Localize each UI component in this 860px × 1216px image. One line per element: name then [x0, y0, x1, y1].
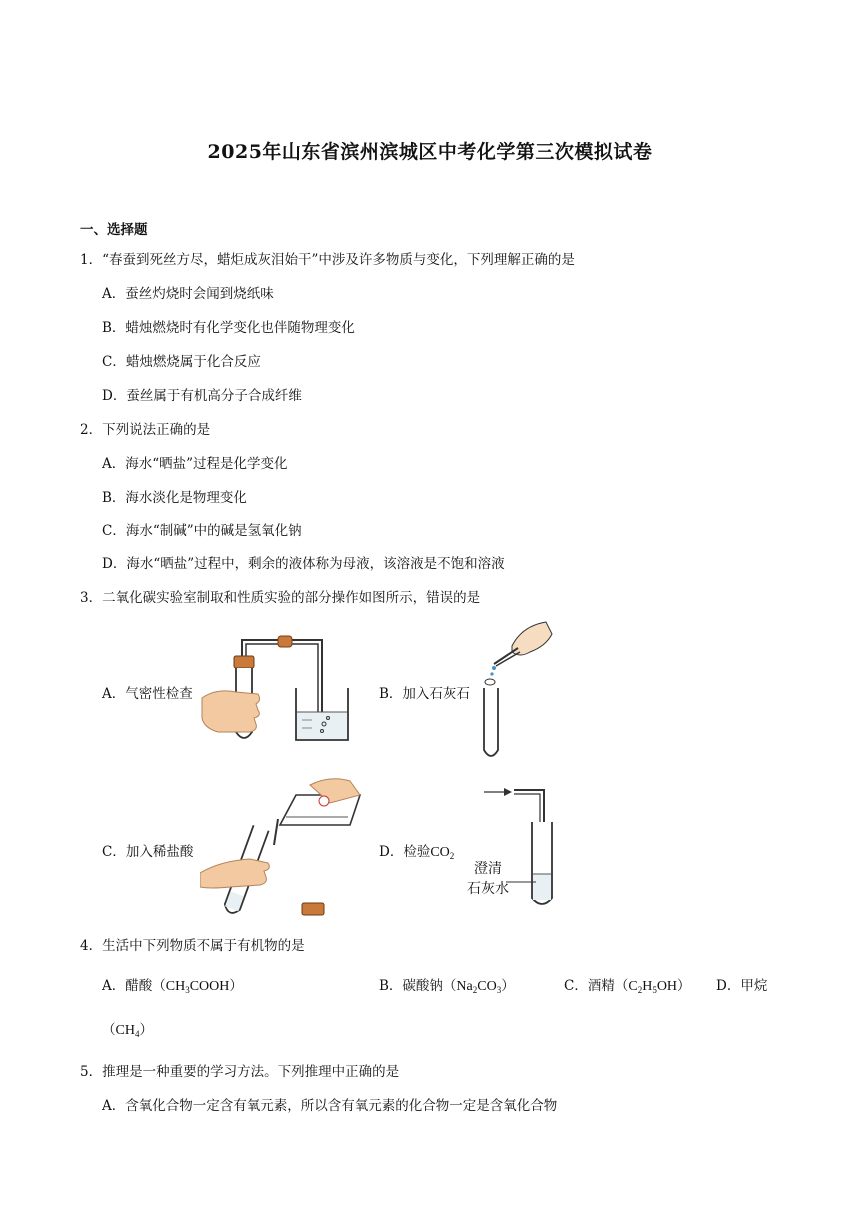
- question-5-stem: 5．推理是一种重要的学习方法。下列推理中正确的是: [80, 1064, 400, 1080]
- adding-limestone-figure: [460, 612, 560, 762]
- question-3-option-c: C．加入稀盐酸: [102, 844, 194, 860]
- question-2-option-c: C．海水“制碱”中的碱是氢氧化钠: [102, 523, 302, 539]
- figure-label-clear: 澄清: [474, 861, 502, 877]
- question-1-option-a: A．蚕丝灼烧时会闻到烧纸味: [102, 286, 274, 302]
- option-d-prefix: D．检验: [379, 844, 431, 860]
- question-5-option-a: A．含氧化合物一定含有氧元素，所以含有氧元素的化合物一定是含氧化合物: [102, 1098, 558, 1114]
- question-4-option-d-formula: $(CH_4)$: [102, 1022, 153, 1039]
- question-4-option-c: C．酒精$(C_2H_5OH)$: [564, 978, 691, 995]
- airtightness-check-figure: [198, 628, 368, 748]
- question-2-option-b: B．海水淡化是物理变化: [102, 490, 247, 506]
- co2-formula: $CO_2$: [430, 845, 455, 861]
- question-2-stem: 2．下列说法正确的是: [80, 422, 211, 438]
- question-3-option-d: [379, 840, 454, 861]
- question-3-option-b: B．加入石灰石: [379, 686, 470, 702]
- question-1-option-c: C．蜡烛燃烧属于化合反应: [102, 354, 261, 370]
- page-title: 2025年山东省滨州滨城区中考化学第三次模拟试卷: [207, 141, 653, 163]
- question-3-option-a: A．气密性检查: [102, 686, 193, 702]
- section-heading: 一、选择题: [80, 222, 148, 238]
- question-2-option-d: D．海水“晒盐”过程中，剩余的液体称为母液，该溶液是不饱和溶液: [102, 556, 505, 572]
- question-2-option-a: A．海水“晒盐”过程是化学变化: [102, 456, 288, 472]
- question-4-option-a: A．醋酸$(CH_3COOH)$: [102, 978, 243, 995]
- question-4-stem: 4．生活中下列物质不属于有机物的是: [80, 938, 305, 954]
- question-1-option-b: B．蜡烛燃烧时有化学变化也伴随物理变化: [102, 320, 355, 336]
- question-4-option-d: D．甲烷: [716, 978, 768, 994]
- question-1-option-d: D．蚕丝属于有机高分子合成纤维: [102, 388, 302, 404]
- figure-label-limewater: 石灰水: [467, 881, 509, 897]
- adding-acid-figure: [200, 775, 370, 925]
- question-1-stem: 1．“春蚕到死丝方尽，蜡炬成灰泪始干”中涉及许多物质与变化，下列理解正确的是: [80, 252, 575, 268]
- question-4-option-b: B．碳酸钠$(Na_2CO_3)$: [379, 978, 515, 995]
- question-3-stem: 3．二氧化碳实验室制取和性质实验的部分操作如图所示，错误的是: [80, 590, 481, 606]
